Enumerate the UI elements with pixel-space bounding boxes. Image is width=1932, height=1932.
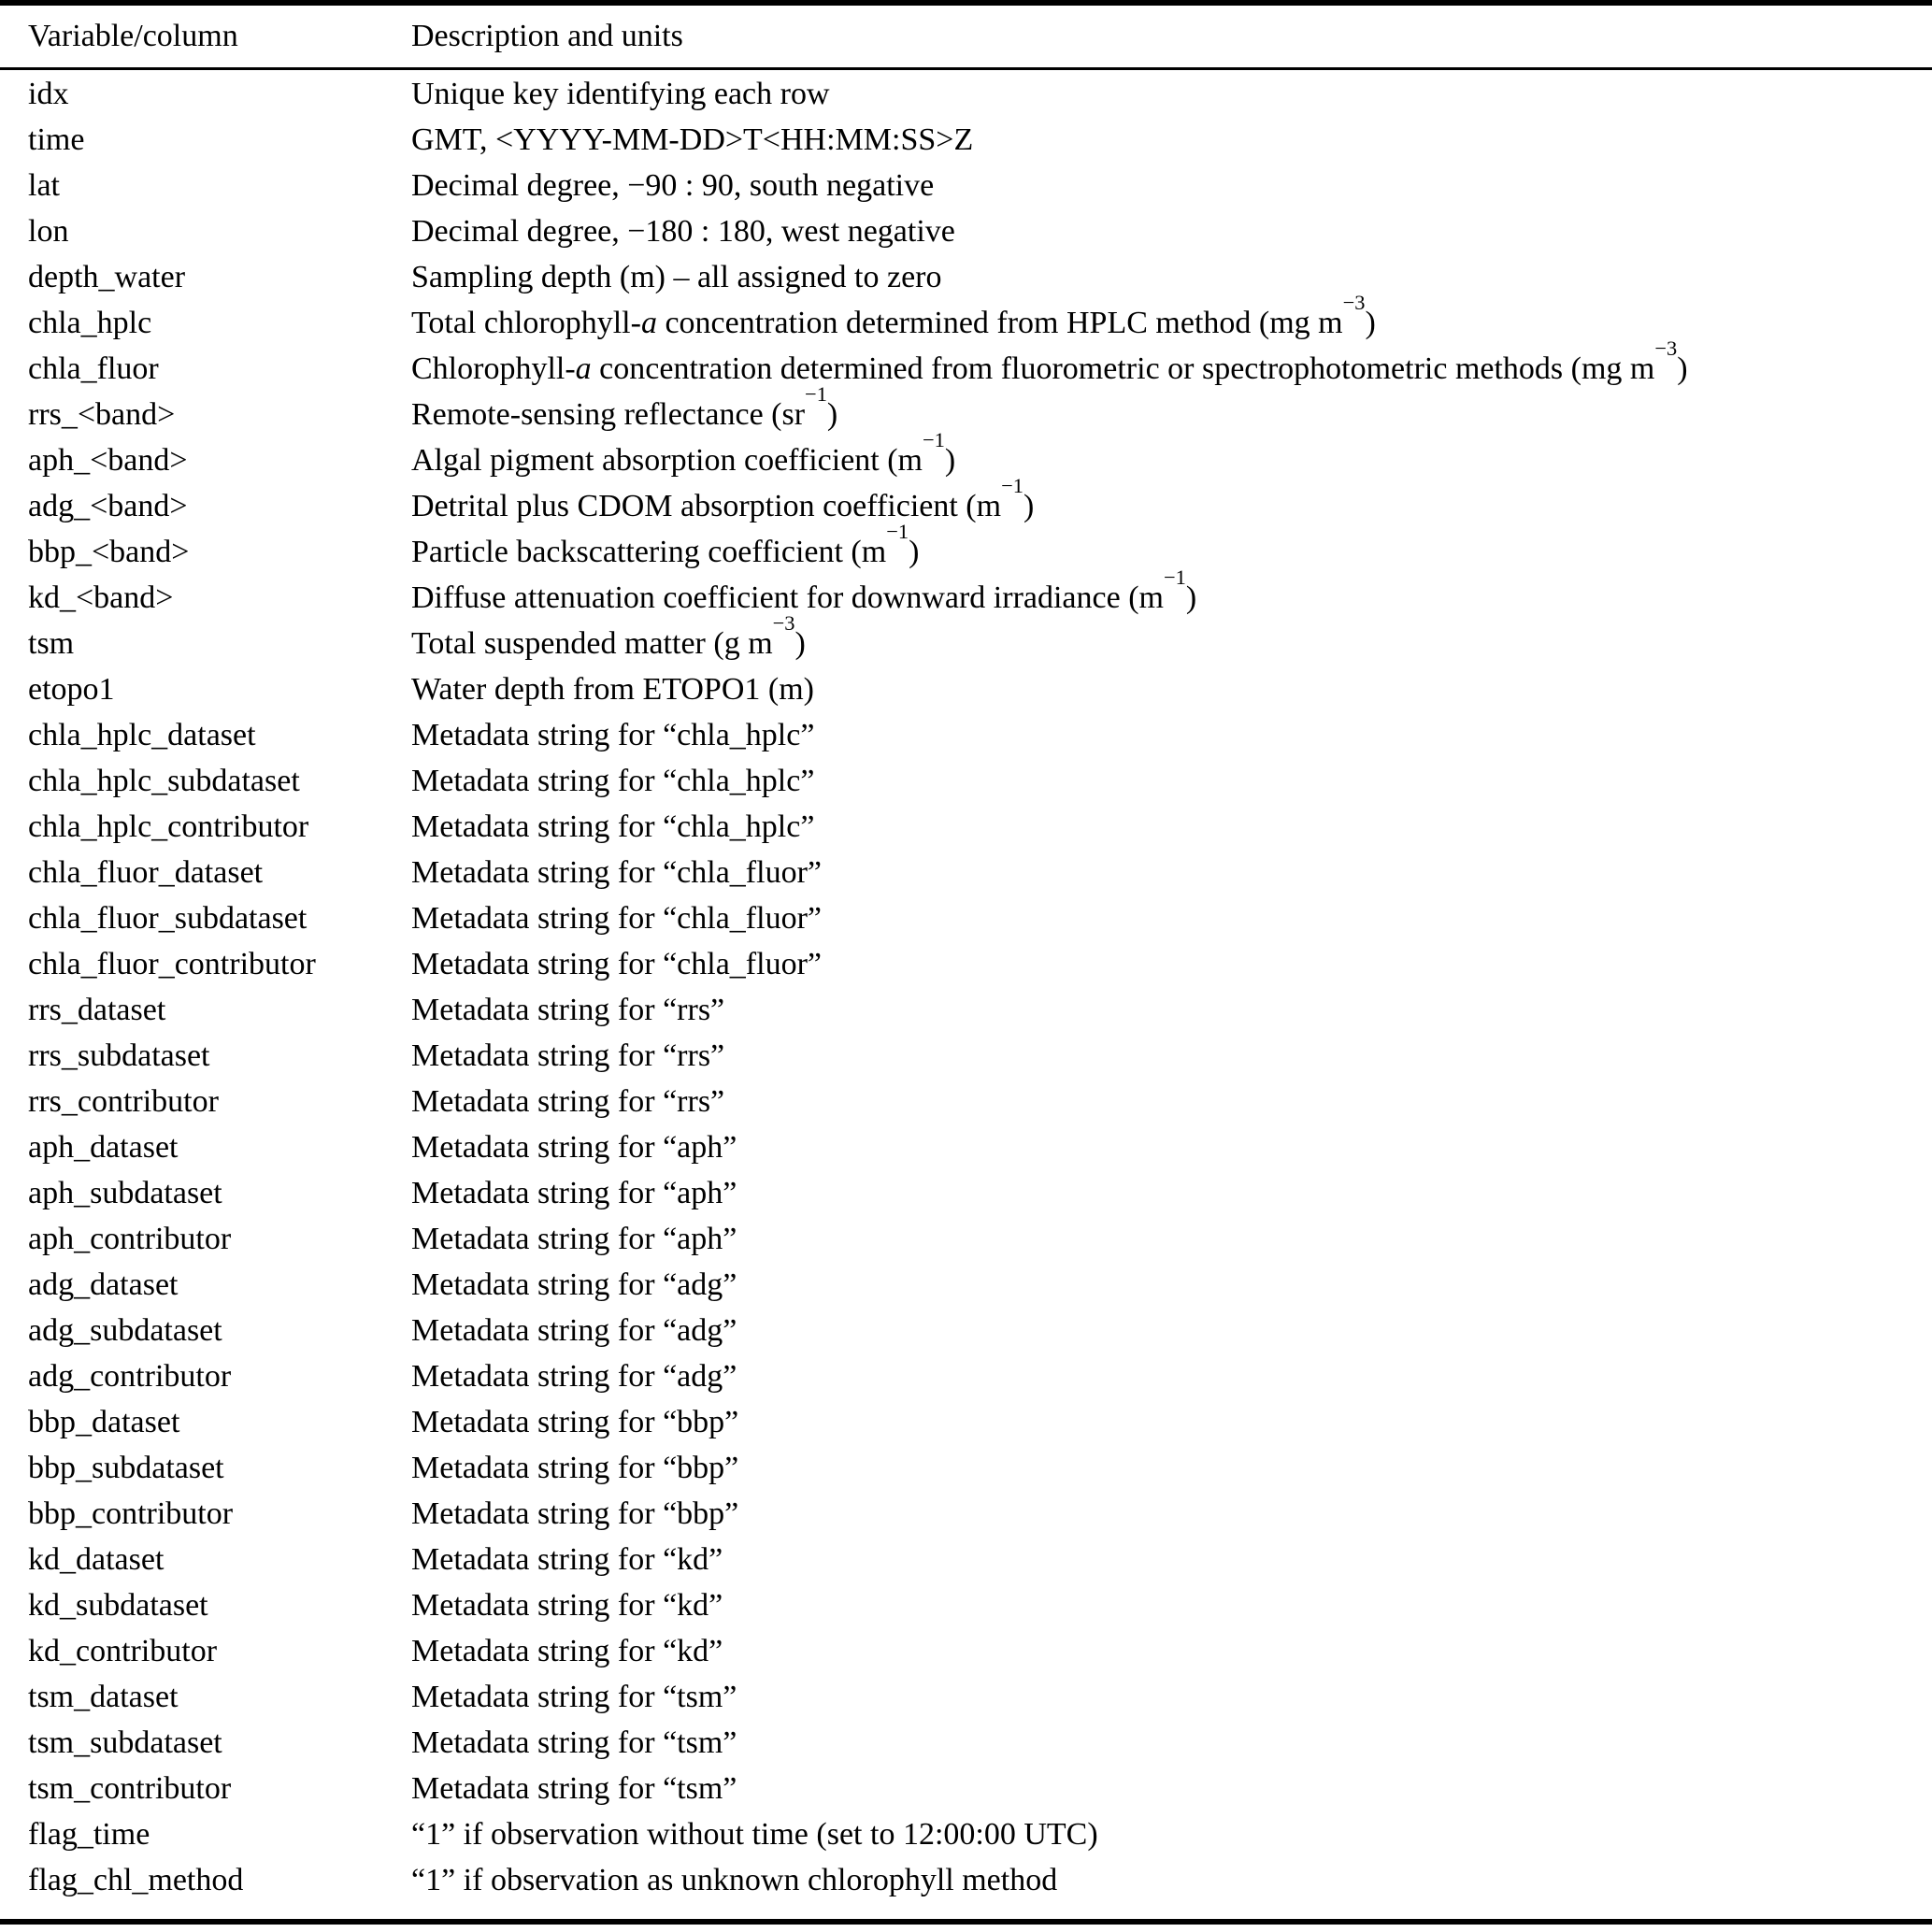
table-row [0, 611, 1932, 666]
variable-description: Metadata string for “chla_fluor” [411, 855, 822, 890]
variable-name: idx [28, 77, 69, 111]
variable-description: Metadata string for “chla_fluor” [411, 901, 822, 936]
table-row [0, 895, 1932, 941]
table-row [0, 712, 1932, 758]
variable-name: bbp_contributor [28, 1496, 234, 1531]
table-row [0, 71, 1932, 117]
table-row [0, 758, 1932, 804]
table-row [0, 1353, 1932, 1399]
variable-name: chla_fluor [28, 351, 159, 386]
variable-name: adg_contributor [28, 1359, 232, 1394]
table-row [0, 520, 1932, 575]
table-row [0, 1308, 1932, 1353]
table-row [0, 1399, 1932, 1445]
table-row [0, 474, 1932, 529]
table-row [0, 1445, 1932, 1491]
variable-name: aph_<band> [28, 443, 188, 478]
variable-name: chla_fluor_dataset [28, 855, 264, 890]
table-row [0, 1124, 1932, 1170]
variable-description: Water depth from ETOPO1 (m) [411, 672, 814, 707]
variable-description: Diffuse attenuation coefficient for downward irradiance $(m^{-1})$ [411, 565, 1197, 615]
variable-description: Metadata string for “rrs” [411, 1084, 725, 1119]
variable-description: Metadata string for “aph” [411, 1176, 737, 1210]
table-row [0, 1811, 1932, 1857]
variable-name: chla_hplc_dataset [28, 718, 256, 752]
variable-description: Metadata string for “chla_hplc” [411, 718, 815, 752]
variable-description: Metadata string for “rrs” [411, 993, 725, 1027]
variable-name: adg_dataset [28, 1267, 179, 1302]
table-row [0, 1033, 1932, 1079]
table-row [0, 1537, 1932, 1582]
variable-description: Metadata string for “kd” [411, 1588, 723, 1623]
variable-name: chla_fluor_contributor [28, 947, 316, 981]
table-body [0, 70, 1932, 1903]
variable-description: Metadata string for “bbp” [411, 1405, 739, 1439]
variable-name: lat [28, 168, 60, 203]
table-row [0, 1674, 1932, 1720]
table-row [0, 850, 1932, 895]
variable-description: Metadata string for “tsm” [411, 1680, 737, 1714]
variable-name: aph_dataset [28, 1130, 179, 1165]
variable-name: aph_subdataset [28, 1176, 222, 1210]
table-row [0, 941, 1932, 987]
table-bottom-rule [0, 1919, 1932, 1925]
variable-description: Detrital plus CDOM absorption coefficient $(m^{-1})$ [411, 474, 1035, 523]
table-row [0, 1766, 1932, 1811]
variable-name: adg_<band> [28, 489, 188, 523]
table-row [0, 1857, 1932, 1903]
variable-description: Metadata string for “kd” [411, 1542, 723, 1577]
variable-name: aph_contributor [28, 1222, 232, 1256]
variable-description: Unique key identifying each row [411, 77, 830, 111]
table-row [0, 1170, 1932, 1216]
variable-description: “1” if observation without time (set to 12:00:00 UTC) [411, 1817, 1098, 1852]
variable-name: tsm [28, 626, 75, 661]
variable-name: etopo1 [28, 672, 115, 707]
table-row [0, 1262, 1932, 1308]
table-row [0, 336, 1932, 392]
variable-description: Metadata string for “rrs” [411, 1038, 725, 1073]
variable-name: flag_chl_method [28, 1863, 244, 1897]
variable-description: Decimal degree, −180 : 180, west negative [411, 214, 955, 249]
table-row [0, 208, 1932, 254]
variable-name: rrs_subdataset [28, 1038, 210, 1073]
variable-name: chla_hplc_contributor [28, 809, 309, 844]
variable-description: Total chlorophyll-a concentration determined from HPLC method (mg $m^{-3}$) [411, 291, 1376, 340]
variable-name: flag_time [28, 1817, 150, 1852]
table-row [0, 163, 1932, 208]
variable-description: Metadata string for “adg” [411, 1267, 737, 1302]
variable-name: kd_subdataset [28, 1588, 208, 1623]
variable-name: bbp_subdataset [28, 1451, 224, 1485]
variable-name: chla_hplc_subdataset [28, 764, 300, 798]
variable-description: Sampling depth (m) – all assigned to zero [411, 260, 942, 294]
variable-description: Metadata string for “aph” [411, 1130, 737, 1165]
table-bottom-gap [0, 1903, 1932, 1919]
table-row [0, 1079, 1932, 1124]
variable-description: Metadata string for “adg” [411, 1313, 737, 1348]
variable-description: GMT, <YYYY-MM-DD>T<HH:MM:SS>Z [411, 122, 974, 157]
variable-name: tsm_dataset [28, 1680, 179, 1714]
variable-description: Decimal degree, −90 : 90, south negative [411, 168, 935, 203]
variable-name: bbp_<band> [28, 535, 190, 569]
variable-description: Metadata string for “aph” [411, 1222, 737, 1256]
variable-description: Remote-sensing reflectance $(sr^{-1})$ [411, 382, 838, 432]
variable-name: rrs_dataset [28, 993, 166, 1027]
variable-name: kd_<band> [28, 580, 174, 615]
variable-name: adg_subdataset [28, 1313, 222, 1348]
variable-description: Particle backscattering coefficient $(m^{-1})$ [411, 520, 920, 569]
variable-name: time [28, 122, 85, 157]
variable-description: Metadata string for “tsm” [411, 1771, 737, 1806]
column-header-description: Description and units [411, 19, 683, 53]
table-row [0, 428, 1932, 483]
variable-description: Metadata string for “tsm” [411, 1725, 737, 1760]
variable-name: tsm_contributor [28, 1771, 232, 1806]
table-row [0, 565, 1932, 621]
table-row [0, 1216, 1932, 1262]
variable-description: Chlorophyll-a concentration determined from fluorometric or spectrophotometric methods (mg $m^{-3}$) [411, 336, 1688, 386]
variable-name: chla_hplc [28, 306, 152, 340]
table-row [0, 1720, 1932, 1766]
column-header-variable: Variable/column [28, 19, 238, 53]
variable-name: rrs_<band> [28, 397, 176, 432]
variable-description: Total suspended matter (g $m^{-3}$) [411, 611, 806, 661]
variable-name: lon [28, 214, 69, 249]
variable-name: kd_contributor [28, 1634, 218, 1668]
variable-name: bbp_dataset [28, 1405, 180, 1439]
table-row [0, 1491, 1932, 1537]
variable-description: Metadata string for “adg” [411, 1359, 737, 1394]
variable-description: Metadata string for “chla_fluor” [411, 947, 822, 981]
table-row [0, 117, 1932, 163]
table-row [0, 987, 1932, 1033]
table-row [0, 291, 1932, 346]
variable-name: rrs_contributor [28, 1084, 219, 1119]
variable-description: Metadata string for “bbp” [411, 1451, 739, 1485]
table-header-row [0, 6, 1932, 67]
variable-name: depth_water [28, 260, 186, 294]
table-row [0, 1628, 1932, 1674]
variable-description: Algal pigment absorption coefficient $(m^{-1})$ [411, 428, 956, 478]
variable-name: chla_fluor_subdataset [28, 901, 308, 936]
variable-name: kd_dataset [28, 1542, 165, 1577]
table-row [0, 666, 1932, 712]
variable-description: Metadata string for “bbp” [411, 1496, 739, 1531]
variable-description: Metadata string for “chla_hplc” [411, 764, 815, 798]
table-row [0, 254, 1932, 300]
variable-description: Metadata string for “chla_hplc” [411, 809, 815, 844]
table-row [0, 804, 1932, 850]
variable-description: Metadata string for “kd” [411, 1634, 723, 1668]
variable-description: “1” if observation as unknown chlorophyll method [411, 1863, 1058, 1897]
variable-name: tsm_subdataset [28, 1725, 222, 1760]
table-row [0, 1582, 1932, 1628]
table-row [0, 382, 1932, 437]
